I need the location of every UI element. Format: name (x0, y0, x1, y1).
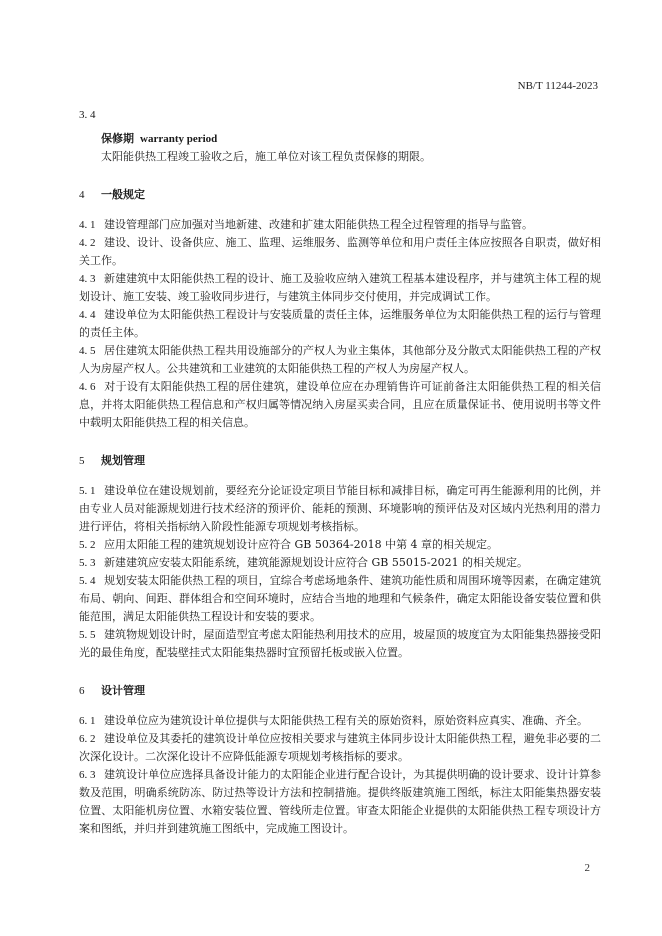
clause-number: 4. 4 (79, 309, 96, 321)
section-heading-4 (79, 186, 601, 204)
clause-text: 建筑物规划设计时，屋面造型宜考虑太阳能热利用技术的应用，坡屋顶的坡度宜为太阳能集热器接受阳光的最佳角度，配装壁挂式太阳能集热器时宜预留托板或嵌入位置。 (79, 628, 601, 659)
clause-text: 应用太阳能工程的建筑规划设计应符合 GB 50364-2018 中第 4 章的相关规定。 (104, 538, 499, 551)
page-number: 2 (584, 862, 590, 874)
clause-number: 5. 3 (79, 557, 96, 569)
clause-number: 6. 3 (79, 769, 96, 781)
section-title: 一般规定 (101, 188, 145, 201)
clause-number: 4. 5 (79, 345, 96, 357)
clause-4-1 (79, 216, 601, 234)
document-code: NB/T 11244-2023 (517, 80, 598, 92)
clause-number: 4. 3 (79, 273, 96, 285)
clause-6-1 (79, 712, 601, 730)
clause-text: 新建建筑应安装太阳能系统，建筑能源规划设计应符合 GB 55015-2021 的相关规定。 (104, 556, 529, 569)
clause-number: 6. 2 (79, 733, 96, 745)
clause-number: 6. 1 (79, 715, 96, 727)
clause-5-1 (79, 482, 601, 536)
clause-text: 建设单位在建设规划前，要经充分论证设定项目节能目标和减排目标，确定可再生能源利用的比例，并由专业人员对能源规划进行技术经济的预评价、能耗的预测、环境影响的预评估及对区域内光热利用的潜力进行评估，将相关指标纳入阶段性能源专项规划考核指标。 (79, 484, 601, 533)
clause-text: 对于设有太阳能供热工程的居住建筑，建设单位应在办理销售许可证前备注太阳能供热工程的相关信息，并将太阳能供热工程信息和产权归属等情况纳入房屋买卖合同，且应在质量保证书、使用说明书等文件中载明太阳能供热工程的相关信息。 (79, 380, 601, 429)
section-title: 规划管理 (101, 454, 145, 467)
clause-text: 建设、设计、设备供应、施工、监理、运维服务、监测等单位和用户责任主体应按照各自职责，做好相关工作。 (79, 236, 601, 267)
clause-4-5 (79, 342, 601, 378)
clause-text: 建设单位为太阳能供热工程设计与安装质量的责任主体，运维服务单位为太阳能供热工程的运行与管理的责任主体。 (79, 308, 601, 339)
clause-number: 4. 6 (79, 381, 96, 393)
clause-6-3 (79, 766, 601, 838)
clause-4-3 (79, 270, 601, 306)
clause-text: 建设管理部门应加强对当地新建、改建和扩建太阳能供热工程全过程管理的指导与监管。 (104, 218, 533, 231)
clause-number: 4. 1 (79, 219, 96, 231)
term-title (101, 130, 601, 148)
clause-number: 5. 2 (79, 539, 96, 551)
section-number: 5 (79, 455, 85, 467)
term-title-zh: 保修期 (101, 132, 134, 145)
clause-text: 居住建筑太阳能供热工程共用设施部分的产权人为业主集体，其他部分及分散式太阳能供热工程的产权人为房屋产权人。公共建筑和工业建筑的太阳能供热工程的产权人为房屋产权人。 (79, 344, 601, 375)
clause-number: 5. 1 (79, 485, 96, 497)
clause-text: 建设单位应为建筑设计单位提供与太阳能供热工程有关的原始资料，原始资料应真实、准确、齐全。 (104, 714, 588, 727)
section-heading-6 (79, 682, 601, 700)
clause-number: 4. 2 (79, 237, 96, 249)
section-number: 4 (79, 189, 85, 201)
clause-number: 5. 5 (79, 629, 96, 641)
term-number: 3. 4 (79, 109, 96, 121)
section-heading-5 (79, 452, 601, 470)
term-definition: 太阳能供热工程竣工验收之后，施工单位对该工程负责保修的期限。 (101, 150, 431, 163)
clause-4-6 (79, 378, 601, 432)
term-title-en: warranty period (140, 133, 218, 145)
clause-5-2 (79, 536, 601, 554)
clause-4-4 (79, 306, 601, 342)
section-number: 6 (79, 685, 85, 697)
clause-5-4 (79, 572, 601, 626)
clause-text: 建筑设计单位应选择具备设计能力的太阳能企业进行配合设计，为其提供明确的设计要求、设计计算参数及范围，明确系统防冻、防过热等设计方法和控制措施。提供终版建筑施工图纸，标注太阳能集热器安装位置、太阳能机房位置、水箱安装位置、管线所走位置。审查太阳能企业提供的太阳能供热工程专项设计方案和图纸，并归并到建筑施工图纸中，完成施工图设计。 (79, 768, 601, 835)
clause-4-2 (79, 234, 601, 270)
clause-number: 5. 4 (79, 575, 96, 587)
clause-text: 建设单位及其委托的建筑设计单位应按相关要求与建筑主体同步设计太阳能供热工程，避免非必要的二次深化设计。二次深化设计不应降低能源专项规划考核指标的要求。 (79, 732, 601, 763)
section-title: 设计管理 (101, 684, 145, 697)
clause-text: 规划安装太阳能供热工程的项目，宜综合考虑场地条件、建筑功能性质和周围环境等因素，在确定建筑布局、朝向、间距、群体组合和空间环境时，应结合当地的地理和气候条件，确定太阳能设备安装位置和供能范围，满足太阳能供热工程设计和安装的要求。 (79, 574, 601, 623)
clause-text: 新建建筑中太阳能供热工程的设计、施工及验收应纳入建筑工程基本建设程序，并与建筑主体工程的规划设计、施工安装、竣工验收同步进行，与建筑主体同步交付使用，并完成调试工作。 (79, 272, 601, 303)
clause-5-5 (79, 626, 601, 662)
document-body (79, 106, 601, 838)
clause-6-2 (79, 730, 601, 766)
clause-5-3 (79, 554, 601, 572)
